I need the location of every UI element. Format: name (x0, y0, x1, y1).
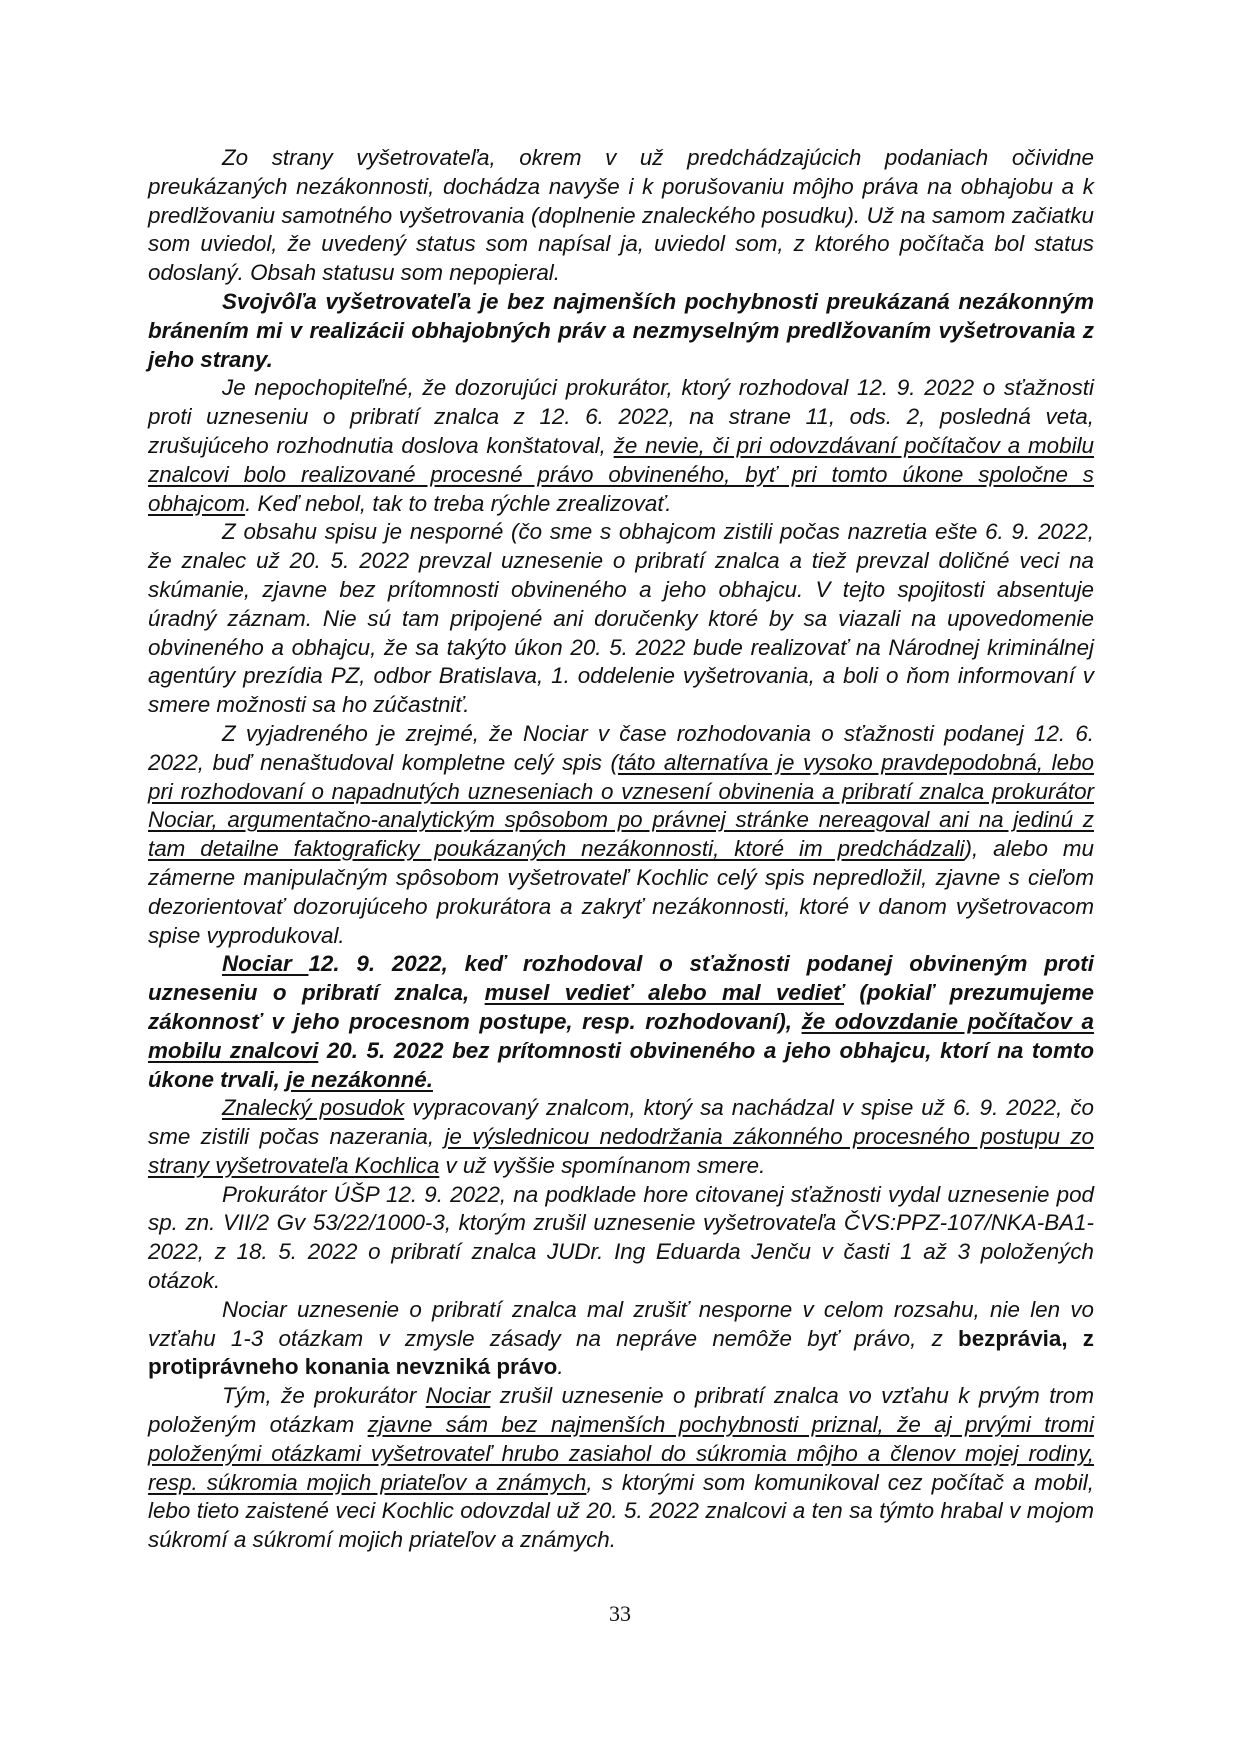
paragraph-6-underlined-3: že odovzdanie počítačov a mobilu znalcovi (148, 1008, 1094, 1063)
paragraph-7-underlined-2: je výslednicou nedodržania zákonného procesného postupu zo strany vyšetrovateľa Kochlica (148, 1124, 1094, 1178)
paragraph-10-underlined-1: Nociar (425, 1383, 491, 1409)
paragraph-6 (148, 950, 1094, 1094)
paragraph-6-underlined-4: je nezákonné. (286, 1066, 433, 1092)
paragraph-9-text-end: . (557, 1354, 564, 1380)
paragraph-6-text-1: 12. 9. 2022, keď rozhodoval o sťažnosti podanej obvineným proti uzneseniu o pribratí znalca, (148, 951, 1094, 1006)
paragraph-5 (148, 720, 1094, 950)
paragraph-10-text-1: Tým, že prokurátor (222, 1383, 426, 1409)
paragraph-1 (148, 144, 1094, 288)
paragraph-6-text-2: (pokiaľ prezumujeme zákonnosť v jeho procesnom postupe, resp. rozhodovaní), (148, 980, 1094, 1034)
paragraph-9 (148, 1296, 1094, 1382)
paragraph-2 (148, 288, 1094, 374)
paragraph-10-text-3: , s ktorými som komunikoval cez počítač a mobil, lebo tieto zaistené veci Kochlic odovzdal už 20. 5. 2022 znalcovi a ten sa týmto hrabal v mojom súkromí a súkromí mojich priateľov a známych. (148, 1469, 1094, 1553)
paragraph-6-underlined-1: Nociar (222, 951, 309, 977)
paragraph-3 (148, 374, 1094, 518)
paragraph-2-text: Svojvôľa vyšetrovateľa je bez najmenších pochybnosti preukázaná nezákonným bránením mi v realizácii obhajobných práv a nezmyselným predlžovaním vyšetrovania z jeho strany. (148, 288, 1094, 372)
paragraph-7 (148, 1094, 1094, 1180)
paragraph-10-text-2: zrušil uznesenie o pribratí znalca vo vzťahu k prvým trom položeným otázkam (148, 1383, 1094, 1438)
paragraph-5-underlined: táto alternatíva je vysoko pravdepodobná, lebo pri rozhodovaní o napadnutých uzneseniach o vznesení obvinenia a pribratí znalca prokurátor Nociar, argumentačno-analytickým spôsobom po právnej stránke nereagoval ani na jedinú z tam detailne faktograficky poukázaných nezákonnosti, ktoré im predchádzali (148, 749, 1094, 862)
paragraph-3-text-end: . Keď nebol, tak to treba rýchle zrealizovať. (245, 490, 672, 516)
paragraph-6-underlined-2: musel vedieť alebo mal vedieť (484, 980, 845, 1006)
paragraph-7-underlined-1: Znalecký posudok (222, 1095, 405, 1121)
paragraph-10 (148, 1382, 1094, 1555)
paragraph-4-text: Z obsahu spisu je nesporné (čo sme s obhajcom zistili počas nazretia ešte 6. 9. 2022, že znalec už 20. 5. 2022 prevzal uznesenie o pribratí znalca a tiež prevzal doličné veci na skúmanie, zjavne bez prítomnosti obvineného a jeho obhajcu. V tejto spojitosti absentuje úradný záznam. Nie sú tam pripojené ani doručenky ktoré by sa viazali na upovedomenie obvineného a obhajcu, že sa takýto úkon 20. 5. 2022 bude realizovať na Národnej kriminálnej agentúry prezídia PZ, odbor Bratislava, 1. oddelenie vyšetrovania, a boli o ňom informovaní v smere možnosti sa ho zúčastniť. (148, 519, 1094, 718)
paragraph-8-text: Prokurátor ÚŠP 12. 9. 2022, na podklade hore citovanej sťažnosti vydal uznesenie pod sp. zn. VII/2 Gv 53/22/1000-3, ktorým zrušil uznesenie vyšetrovateľa ČVS:PPZ-107/NKA-BA1-2022, z 18. 5. 2022 o pribratí znalca JUDr. Ing Eduarda Jenču v časti 1 až 3 položených otázok. (148, 1181, 1094, 1294)
paragraph-3-underlined: že nevie, či pri odovzdávaní počítačov a mobilu znalcovi bolo realizované procesné právo obvineného, byť pri tomto úkone spoločne s obhajcom (148, 432, 1094, 516)
paragraph-5-text-end: ), alebo mu zámerne manipulačným spôsobom vyšetrovateľ Kochlic celý spis nepredložil, zjavne s cieľom dezorientovať dozorujúceho prokurátora a zakryť nezákonnosti, ktoré v danom vyšetrovacom spise vyprodukoval. (148, 836, 1094, 948)
document-body (148, 144, 1094, 1555)
paragraph-4 (148, 518, 1094, 720)
paragraph-7-text-2: v už vyššie spomínanom smere. (439, 1152, 766, 1178)
paragraph-1-text: Zo strany vyšetrovateľa, okrem v už predchádzajúcich podaniach očividne preukázaných nezákonnosti, dochádza navyše i k porušovaniu môjho práva na obhajobu a k predlžovaniu samotného vyšetrovania (doplnenie znaleckého posudku). Už na samom začiatku som uviedol, že uvedený status som napísal ja, uviedol som, z ktorého počítača bol status odoslaný. Obsah statusu som nepopieral. (148, 145, 1094, 286)
paragraph-7-text-1: vypracovaný znalcom, ktorý sa nachádzal v spise už 6. 9. 2022, čo sme zistili počas nazerania, (148, 1095, 1094, 1150)
paragraph-9-text: Nociar uznesenie o pribratí znalca mal zrušiť nesporne v celom rozsahu, nie len vo vzťahu 1-3 otázkam v zmysle zásady na neprávе nemôže byť právo, z (148, 1296, 1094, 1351)
paragraph-9-bold: bezprávia, z protiprávneho konania nevzniká právo (148, 1325, 1094, 1380)
paragraph-10-underlined-2: zjavne sám bez najmenších pochybnosti priznal, že aj prvými tromi položenými otázkami vyšetrovateľ hrubo zasiahol do súkromia môjho a členov mojej rodiny, resp. súkromia mojich priateľov a známych (148, 1412, 1095, 1495)
paragraph-5-text: Z vyjadreného je zrejmé, že Nociar v čase rozhodovania o sťažnosti podanej 12. 6. 2022, buď nenaštudoval kompletne celý spis ( (148, 720, 1094, 775)
paragraph-8 (148, 1181, 1094, 1296)
paragraph-3-text: Je nepochopiteľné, že dozorujúci prokurátor, ktorý rozhodoval 12. 9. 2022 o sťažnosti proti uzneseniu o pribratí znalca z 12. 6. 2022, na strane 11, ods. 2, posledná veta, zrušujúceho rozhodnutia doslova konštatoval, (148, 375, 1094, 458)
paragraph-6-text-3: 20. 5. 2022 bez prítomnosti obvineného a jeho obhajcu, ktorí na tomto úkone trvali, (148, 1037, 1095, 1092)
page-number: 33 (609, 1601, 631, 1626)
